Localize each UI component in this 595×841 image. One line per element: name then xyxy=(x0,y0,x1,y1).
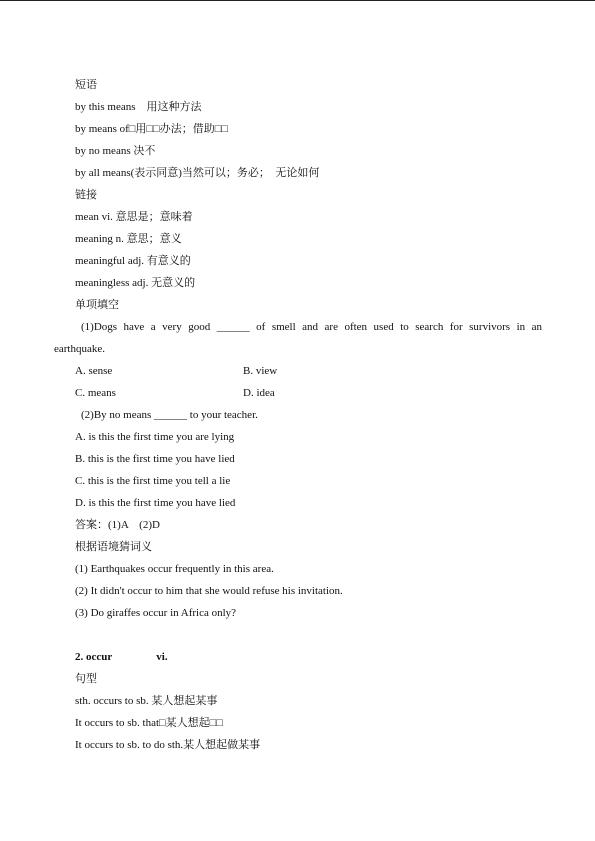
phrase-line: by means of□用□□办法；借助□□ xyxy=(75,123,228,135)
option-c: C. means xyxy=(75,387,116,399)
pattern-heading: 句型 xyxy=(75,673,97,685)
question-2-option-a: A. is this the first time you are lying xyxy=(75,431,235,443)
fill-in-heading: 单项填空 xyxy=(75,299,119,311)
phrase-line: by no means 决不 xyxy=(75,145,156,157)
entry-word: 2. occur xyxy=(75,651,113,663)
link-line: mean vi. 意思是；意味着 xyxy=(75,211,193,223)
option-d: D. idea xyxy=(243,387,275,399)
link-line: meaningful adj. 有意义的 xyxy=(75,255,191,267)
guess-heading: 根据语境猜词义 xyxy=(75,541,152,553)
question-2-option-b: B. this is the first time you have lied xyxy=(75,453,235,465)
phrase-line: by all means(表示同意)当然可以；务必； 无论如何 xyxy=(75,167,320,179)
phrase-line: by this means 用这种方法 xyxy=(75,101,202,113)
guess-sentence: (2) It didn't occur to him that she would refuse his invitation. xyxy=(75,585,343,597)
question-2-stem: (2)By no means ______ to your teacher. xyxy=(81,409,258,421)
link-line: meaning n. 意思；意义 xyxy=(75,233,182,245)
pattern-line: sth. occurs to sb. 某人想起某事 xyxy=(75,695,218,707)
question-2-option-d: D. is this the first time you have lied xyxy=(75,497,236,509)
entry-pos: vi. xyxy=(156,651,168,663)
question-1-stem-continued: earthquake. xyxy=(54,343,105,355)
question-1-stem: (1)Dogs have a very good ______ of smell and are often used to search for survivors in an xyxy=(81,321,542,333)
guess-sentence: (3) Do giraffes occur in Africa only? xyxy=(75,607,237,619)
question-2-option-c: C. this is the first time you tell a lie xyxy=(75,475,231,487)
link-heading: 链接 xyxy=(75,189,97,201)
pattern-line: It occurs to sb. that□某人想起□□ xyxy=(75,717,223,729)
guess-sentence: (1) Earthquakes occur frequently in this area. xyxy=(75,563,274,575)
page-top-border xyxy=(0,0,595,1)
option-a: A. sense xyxy=(75,365,113,377)
option-b: B. view xyxy=(243,365,278,377)
answer-line: 答案：(1)A (2)D xyxy=(75,519,160,531)
pattern-line: It occurs to sb. to do sth.某人想起做某事 xyxy=(75,739,261,751)
phrases-heading: 短语 xyxy=(75,79,97,91)
link-line: meaningless adj. 无意义的 xyxy=(75,277,196,289)
entry-heading xyxy=(75,650,168,664)
